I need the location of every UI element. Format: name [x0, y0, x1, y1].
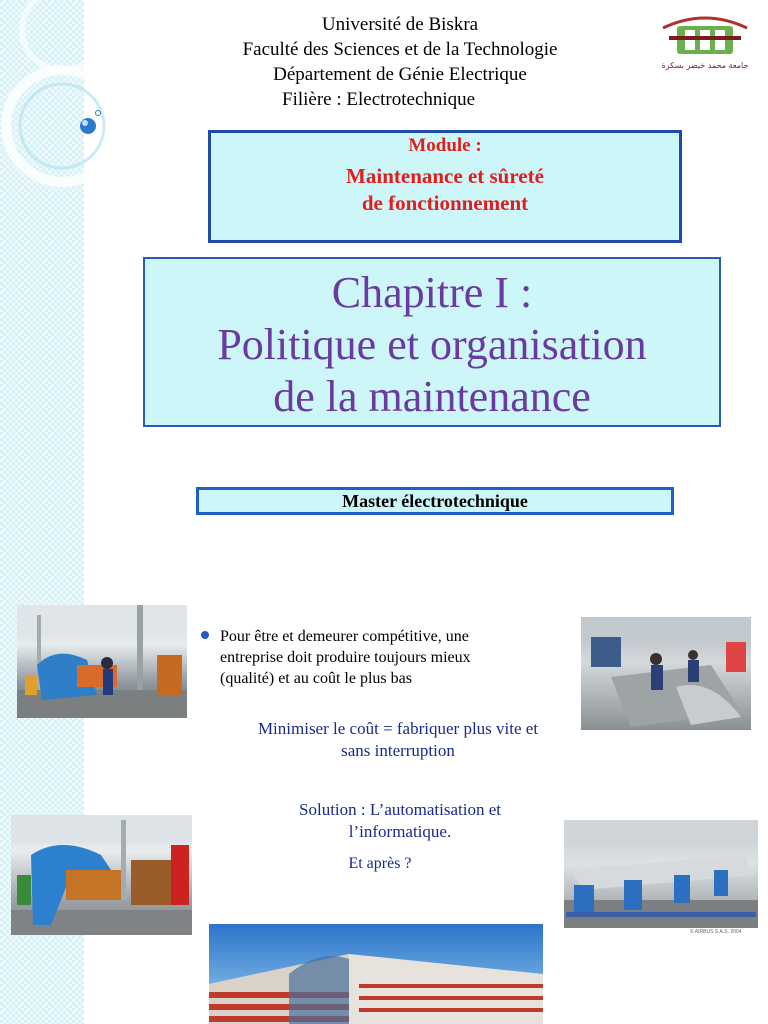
bullet-marker	[201, 631, 209, 639]
chapter-title-line2: de la maintenance	[273, 372, 591, 421]
chapter-number: Chapitre I :	[331, 268, 533, 317]
photo-copyright: © AIRBUS S.A.S. 2004	[690, 929, 742, 935]
minimiser-text	[226, 718, 570, 762]
factory-photo-4	[564, 820, 758, 928]
university-logo-icon	[655, 6, 755, 72]
et-apres-text: Et après ?	[348, 855, 412, 872]
chapter-title-line1: Politique et organisation	[217, 320, 647, 369]
master-label: Master électrotechnique	[342, 491, 528, 511]
faculty-name: Faculté des Sciences et de la Technologie	[242, 39, 558, 60]
factory-photo-2	[581, 617, 751, 730]
module-title-line1: Maintenance et sûreté	[346, 164, 544, 188]
department-name: Département de Génie Electrique	[273, 64, 527, 85]
bullet-line3: (qualité) et au coût le plus bas	[220, 670, 412, 687]
chapter-box	[143, 257, 721, 427]
bullet-paragraph	[220, 626, 520, 689]
bullet-line1: Pour être et demeurer compétitive, une	[220, 628, 469, 645]
module-box	[208, 130, 682, 243]
building-photo	[209, 924, 543, 1024]
solution-line2: l’informatique.	[348, 822, 452, 841]
factory-photo-1	[17, 605, 187, 718]
master-box	[196, 487, 674, 515]
solution-text	[260, 799, 540, 843]
filiere-name: Filière : Electrotechnique	[282, 89, 476, 110]
university-name: Université de Biskra	[321, 14, 479, 35]
logo-caption: جامعة محمد خيضر بسكرة	[661, 61, 749, 70]
university-header	[200, 12, 600, 112]
module-title-line2: de fonctionnement	[361, 191, 529, 215]
factory-photo-3	[11, 815, 192, 935]
minimiser-line1: Minimiser le coût = fabriquer plus vite et	[257, 719, 539, 738]
module-label: Module :	[408, 135, 482, 156]
solution-line1: Solution : L’automatisation et	[299, 800, 501, 819]
minimiser-line2: sans interruption	[341, 741, 455, 760]
bullet-line2: entreprise doit produire toujours mieux	[220, 649, 471, 666]
decorative-circles	[0, 0, 140, 240]
module-title	[211, 163, 679, 217]
